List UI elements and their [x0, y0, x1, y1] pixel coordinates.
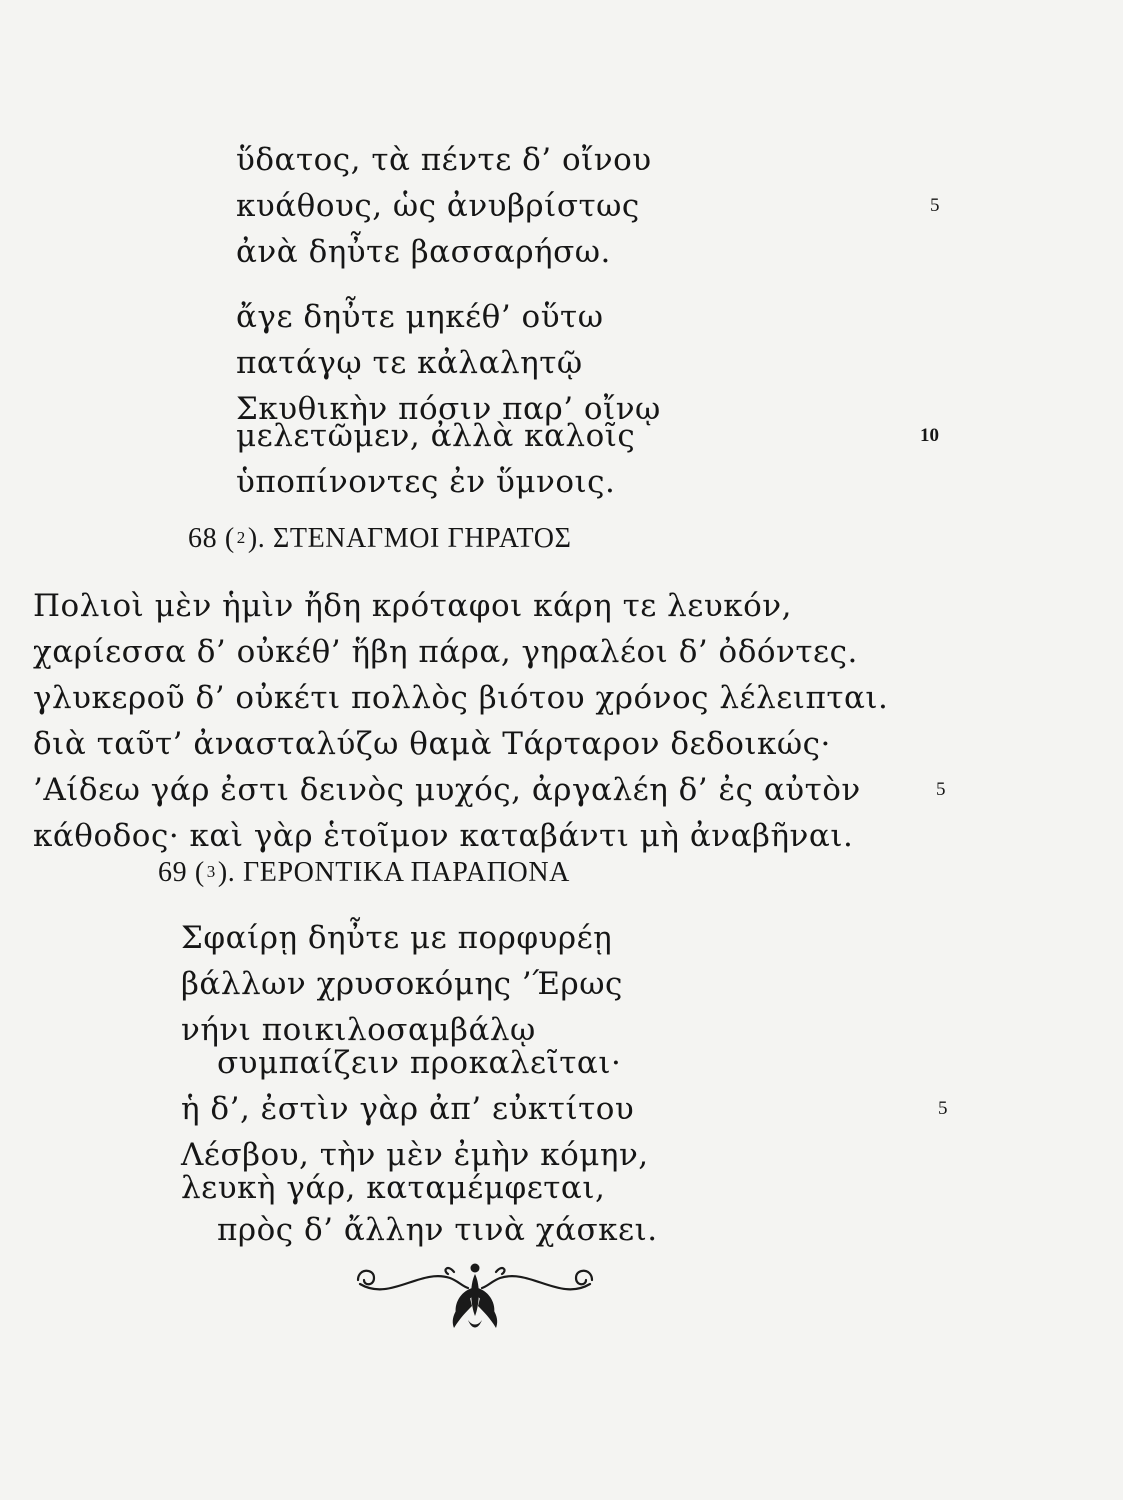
poem-line: κάθοδος· καὶ γὰρ ἑτοῖμον καταβάντι μὴ ἀναβῆναι.: [33, 818, 854, 854]
poem-line: μελετῶμεν, ἀλλὰ καλοῖς: [236, 418, 636, 454]
heading-number: 68: [188, 523, 218, 554]
poem-line: Σφαίρῃ δηὖτε με πορφυρέῃ: [181, 920, 613, 956]
tailpiece-flourish-icon: [350, 1258, 600, 1338]
poem-line: πατάγῳ τε κἀλαλητῷ: [236, 345, 583, 381]
poem-line: ἀνὰ δηὖτε βασσαρήσω.: [236, 234, 611, 270]
poem-line: Σκυθικὴν πόσιν παρ’ οἴνῳ: [236, 391, 661, 427]
line-number: 5: [930, 195, 940, 216]
line-number: 5: [936, 779, 946, 800]
poem-line: βάλλων χρυσοκόμης ’Έρως: [181, 966, 623, 1002]
poem-line: νήνι ποικιλοσαμβάλῳ: [181, 1012, 536, 1048]
heading-number: 69: [158, 857, 188, 888]
poem-line: λευκὴ γάρ, καταμέμφεται,: [181, 1170, 606, 1206]
poem-line: ἡ δ’, ἐστὶν γὰρ ἀπ’ εὐκτίτου: [181, 1091, 635, 1127]
line-number: 5: [938, 1098, 948, 1119]
line-number: 10: [920, 425, 939, 446]
heading-reference: 3: [206, 862, 216, 881]
section-heading: 69 ( $^3$). ΓΕΡΟΝΤΙΚΑ ΠΑΡΑΠΟΝΑ: [158, 857, 571, 888]
poem-line: κυάθους, ὡς ἀνυβρίστως: [236, 188, 640, 224]
poem-line: ὕδατος, τὰ πέντε δ’ οἴνου: [236, 142, 652, 178]
heading-title: ΓΕΡΟΝΤΙΚΑ ΠΑΡΑΠΟΝΑ: [243, 857, 571, 888]
poem-line: ἄγε δηὖτε μηκέθ’ οὕτω: [236, 299, 604, 335]
poem-line: Πολιοὶ μὲν ἡμὶν ἤδη κρόταφοι κάρη τε λευκόν,: [33, 588, 792, 624]
poem-line: πρὸς δ’ ἄλλην τινὰ χάσκει.: [217, 1212, 658, 1248]
poem-line: γλυκεροῦ δ’ οὐκέτι πολλὸς βιότου χρόνος λέλειπται.: [33, 680, 889, 716]
poem-line: ὑποπίνοντες ἐν ὕμνοις.: [236, 464, 616, 500]
poem-line: Λέσβου, τὴν μὲν ἐμὴν κόμην,: [181, 1137, 649, 1173]
heading-title: ΣΤΕΝΑΓΜΟΙ ΓΗΡΑΤΟΣ: [273, 523, 572, 554]
heading-reference: 2: [236, 528, 246, 547]
section-heading: 68 ( $^2$). ΣΤΕΝΑΓΜΟΙ ΓΗΡΑΤΟΣ: [188, 523, 572, 554]
poem-line: διὰ ταῦτ’ ἀνασταλύζω θαμὰ Τάρταρον δεδοικώς·: [33, 726, 831, 762]
poem-line: χαρίεσσα δ’ οὐκέθ’ ἥβη πάρα, γηραλέοι δ’ ὀδόντες.: [33, 634, 858, 670]
poem-line: συμπαίζειν προκαλεῖται·: [217, 1045, 622, 1081]
poem-line: ’Αίδεω γάρ ἐστι δεινὸς μυχός, ἀργαλέη δ’ ἐς αὐτὸν: [33, 772, 861, 808]
